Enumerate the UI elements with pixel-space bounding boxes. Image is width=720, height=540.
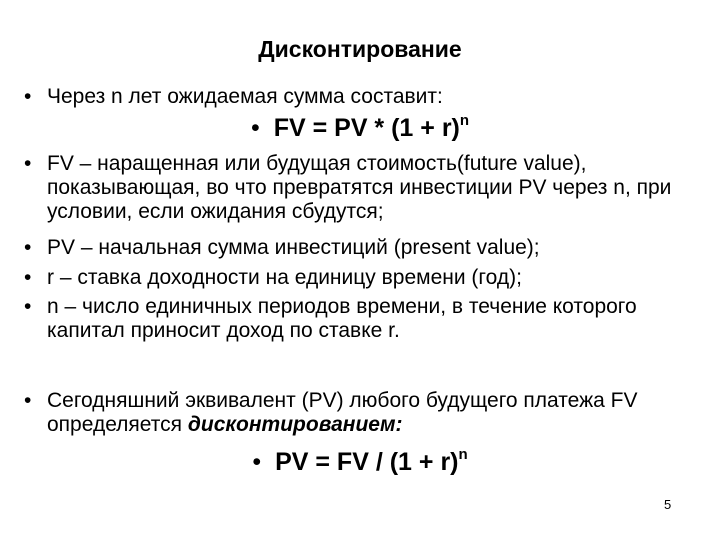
bullet-marker: • <box>24 295 32 318</box>
bullet-marker: • <box>24 236 32 259</box>
intro-text: Через n лет ожидаемая сумма составит: <box>47 85 443 108</box>
formula-fv <box>0 113 720 143</box>
slide-title: Дисконтирование <box>258 36 462 62</box>
definition-pv <box>24 236 704 260</box>
definition-fv <box>24 152 704 224</box>
formula-pv <box>0 447 720 477</box>
conclusion-bullet <box>24 389 704 437</box>
page-number: 5 <box>664 497 672 512</box>
formula-pv-exponent: n <box>458 445 468 463</box>
bullet-marker: • <box>24 85 32 108</box>
formula-fv-main: FV = PV * (1 + r) <box>273 114 460 142</box>
bullet-marker: • <box>250 114 260 142</box>
bullet-marker: • <box>24 389 32 412</box>
formula-fv-exponent: n <box>459 111 470 129</box>
bullet-marker: • <box>24 266 32 289</box>
conclusion-text: Сегодняшний эквивалент (PV) любого будущего платежа FV определяется <box>47 389 638 436</box>
bullet-marker: • <box>24 152 32 175</box>
definition-text: FV – наращенная или будущая стоимость(future value), показывающая, во что превратятся инвестиции PV через n, при условии, если ожидания сбудутся; <box>47 152 672 223</box>
intro-bullet <box>24 85 704 109</box>
definition-text: n – число единичных периодов времени, в течение которого капитал приносит доход по ставке r. <box>47 295 637 342</box>
conclusion-emphasis: дисконтированием: <box>187 413 403 436</box>
definition-text: PV – начальная сумма инвестиций (present value); <box>47 236 540 259</box>
bullet-marker: • <box>252 448 262 476</box>
definition-text: r – ставка доходности на единицу времени (год); <box>47 266 522 289</box>
definition-n <box>24 295 704 343</box>
definition-r <box>24 266 704 290</box>
formula-pv-main: PV = FV / (1 + r) <box>275 448 459 476</box>
